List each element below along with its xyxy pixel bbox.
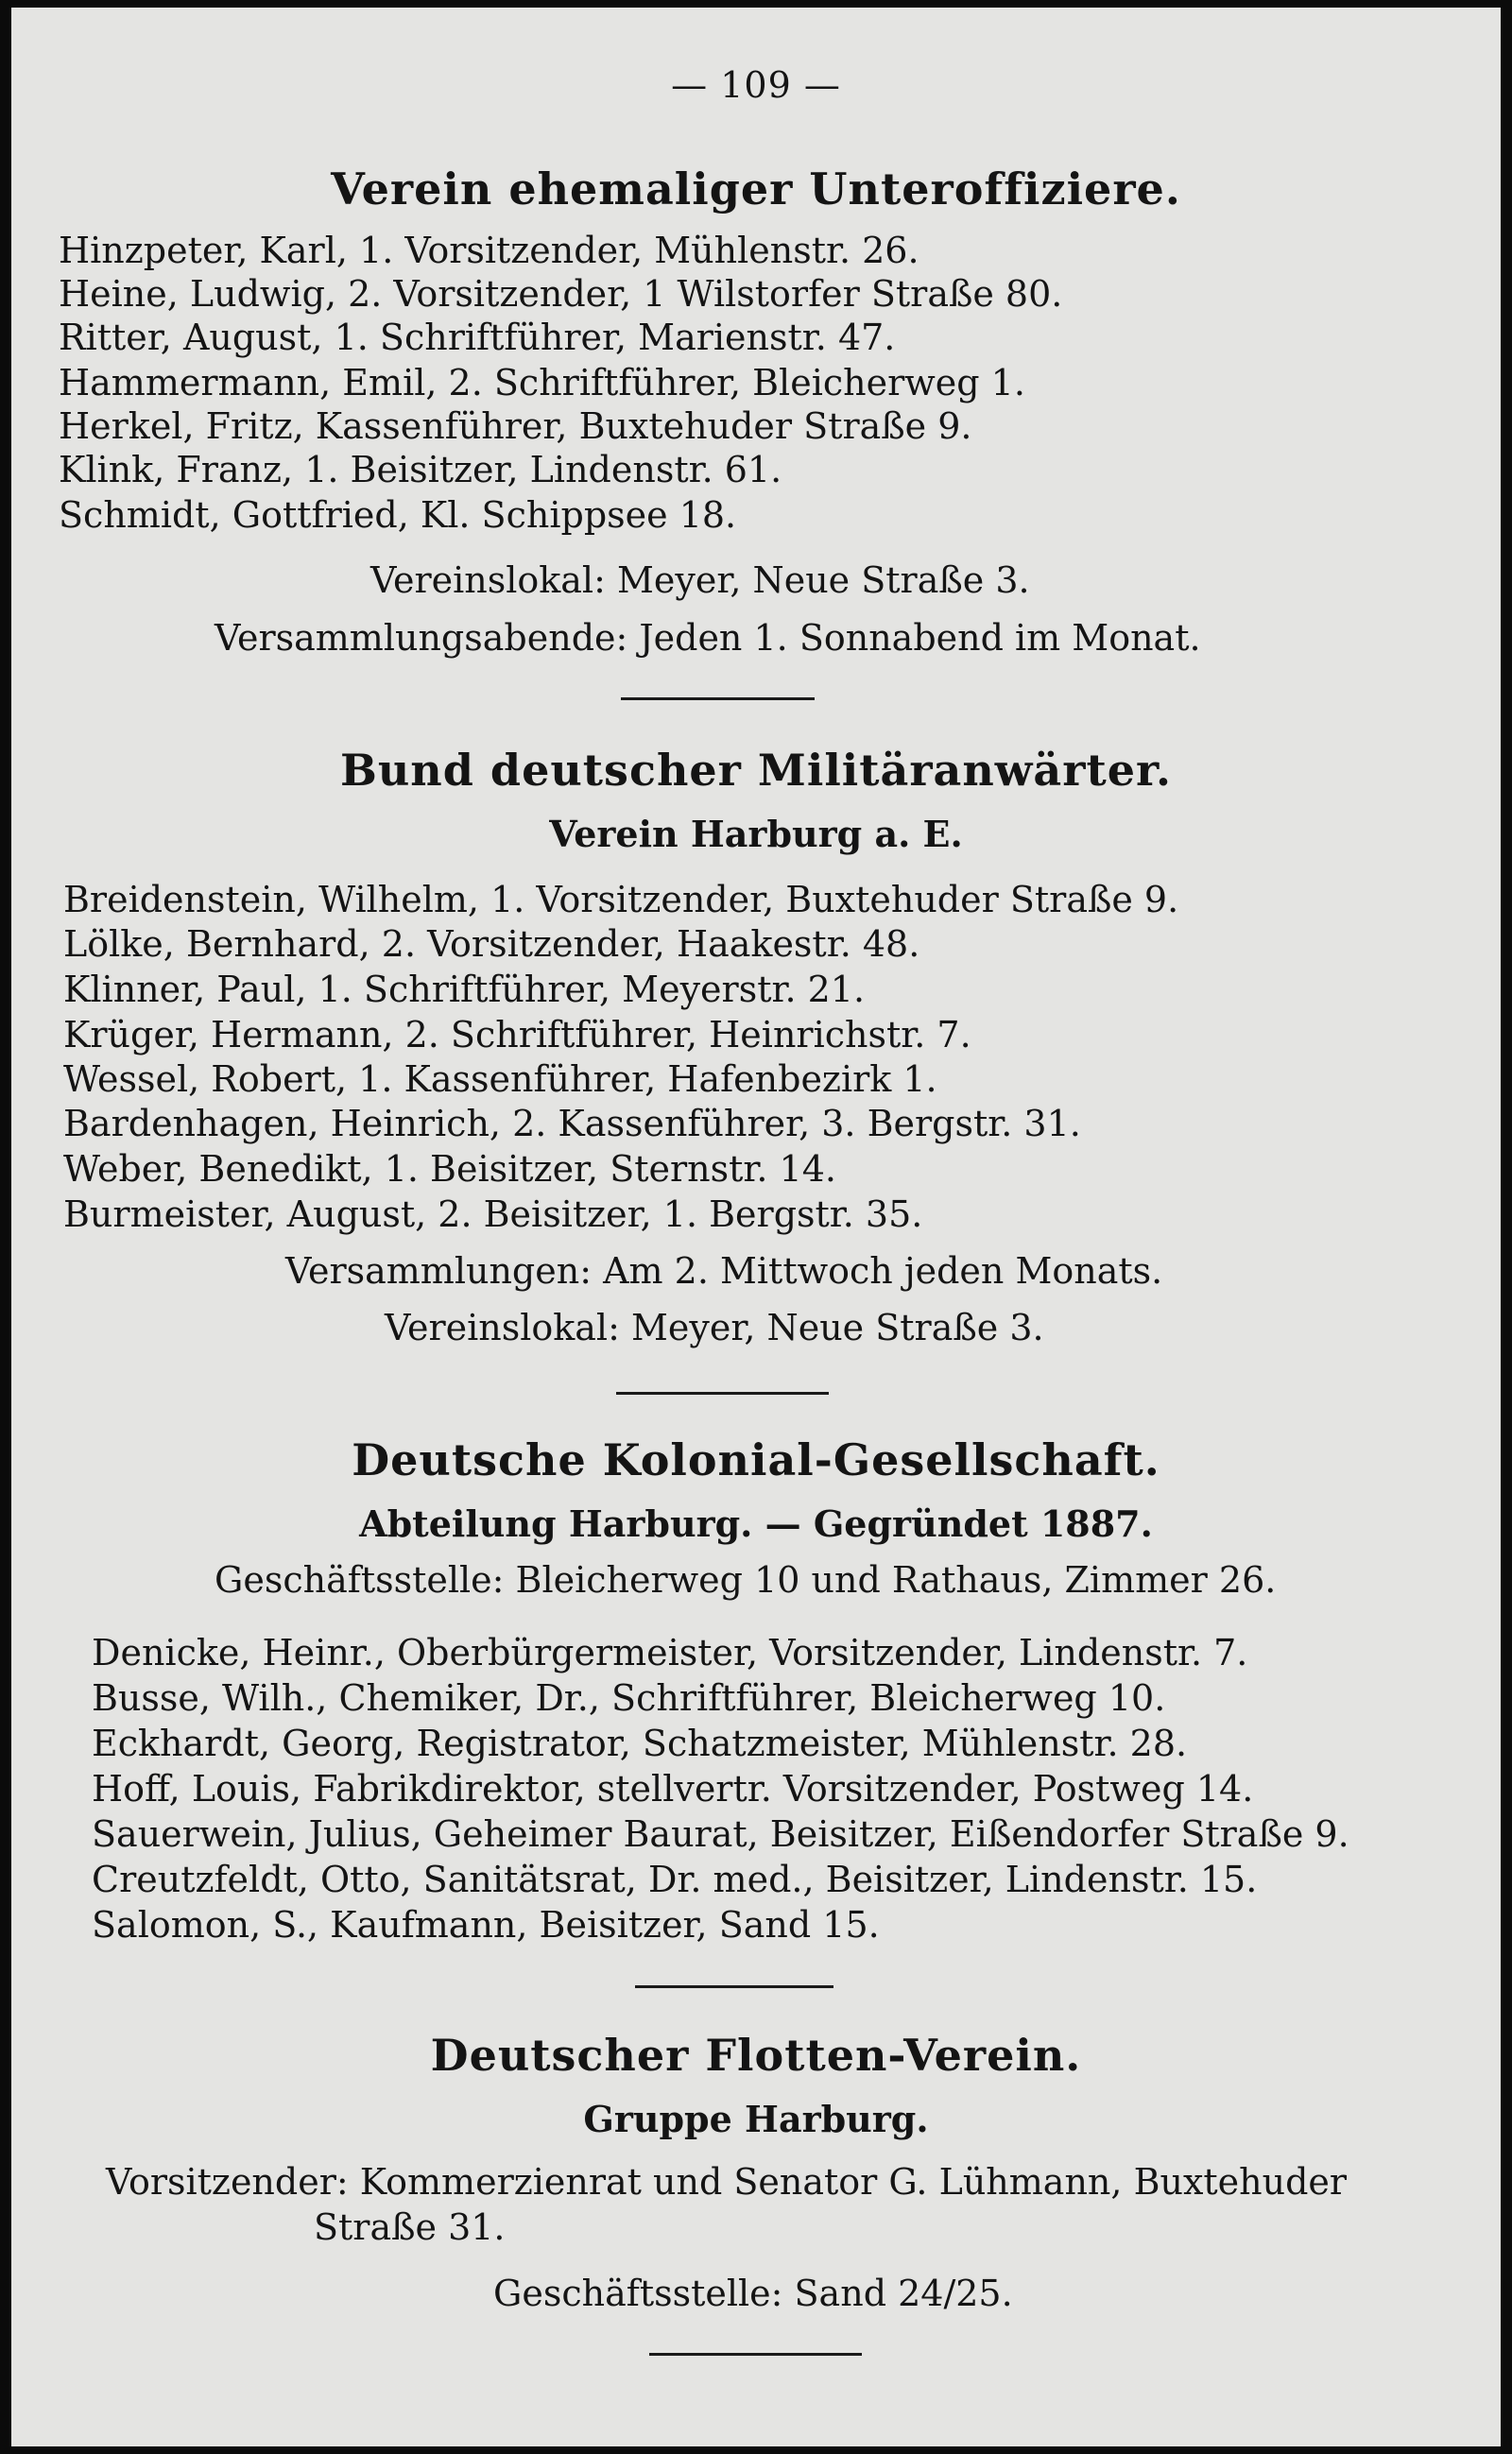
section-divider: [635, 1985, 833, 1988]
member-entry: Bardenhagen, Heinrich, 2. Kassenführer, 3. Bergstr. 31.: [63, 1103, 1081, 1144]
section-divider: [616, 1392, 829, 1395]
member-entry: Breidenstein, Wilhelm, 1. Vorsitzender, Buxtehuder Straße 9.: [63, 879, 1179, 920]
section-title: Deutscher Flotten-Verein.: [430, 2030, 1082, 2081]
section-divider: [621, 697, 815, 700]
section-subtitle: Abteilung Harburg. — Gegründet 1887.: [359, 1502, 1153, 1545]
section-title: Deutsche Kolonial-Gesellschaft.: [352, 1434, 1160, 1485]
chair-line: Straße 31.: [314, 2206, 506, 2248]
member-entry: Denicke, Heinr., Oberbürgermeister, Vorsitzender, Lindenstr. 7.: [92, 1632, 1248, 1673]
info-line: Vereinslokal: Meyer, Neue Straße 3.: [370, 559, 1030, 601]
member-entry: Hinzpeter, Karl, 1. Vorsitzender, Mühlenstr. 26.: [59, 230, 919, 271]
chair-line: Vorsitzender: Kommerzienrat und Senator G. Lühmann, Buxtehuder: [106, 2161, 1348, 2203]
info-line: Versammlungen: Am 2. Mittwoch jeden Monats.: [285, 1250, 1163, 1292]
member-entry: Creutzfeldt, Otto, Sanitätsrat, Dr. med., Beisitzer, Lindenstr. 15.: [92, 1859, 1258, 1900]
section-subtitle: Verein Harburg a. E.: [549, 813, 963, 855]
section-subtitle: Gruppe Harburg.: [583, 2098, 929, 2140]
member-entry: Busse, Wilh., Chemiker, Dr., Schriftführer, Bleicherweg 10.: [92, 1677, 1166, 1719]
member-entry: Schmidt, Gottfried, Kl. Schippsee 18.: [59, 494, 737, 536]
member-entry: Burmeister, August, 2. Beisitzer, 1. Bergstr. 35.: [63, 1193, 923, 1235]
member-entry: Hammermann, Emil, 2. Schriftführer, Bleicherweg 1.: [59, 362, 1025, 403]
document-page: [11, 8, 1501, 2446]
page-number: — 109 —: [671, 64, 841, 106]
member-entry: Wessel, Robert, 1. Kassenführer, Hafenbezirk 1.: [63, 1058, 937, 1100]
member-entry: Herkel, Fritz, Kassenführer, Buxtehuder Straße 9.: [59, 405, 972, 447]
member-entry: Sauerwein, Julius, Geheimer Baurat, Beisitzer, Eißendorfer Straße 9.: [92, 1813, 1349, 1855]
member-entry: Ritter, August, 1. Schriftführer, Marienstr. 47.: [59, 317, 896, 358]
member-entry: Eckhardt, Georg, Registrator, Schatzmeister, Mühlenstr. 28.: [92, 1723, 1188, 1764]
section-title: Bund deutscher Militäranwärter.: [339, 745, 1172, 796]
member-entry: Klinner, Paul, 1. Schriftführer, Meyerstr. 21.: [63, 969, 866, 1010]
member-entry: Heine, Ludwig, 2. Vorsitzender, 1 Wilstorfer Straße 80.: [59, 273, 1063, 315]
info-line: Versammlungsabende: Jeden 1. Sonnabend im Monat.: [215, 617, 1201, 659]
info-line: Vereinslokal: Meyer, Neue Straße 3.: [385, 1307, 1044, 1348]
member-entry: Weber, Benedikt, 1. Beisitzer, Sternstr. 14.: [63, 1148, 836, 1190]
section-divider: [649, 2353, 862, 2356]
member-entry: Lölke, Bernhard, 2. Vorsitzender, Haakestr. 48.: [63, 923, 920, 965]
section-title: Verein ehemaliger Unteroffiziere.: [331, 163, 1181, 215]
member-entry: Krüger, Hermann, 2. Schriftführer, Heinrichstr. 7.: [63, 1014, 971, 1055]
member-entry: Klink, Franz, 1. Beisitzer, Lindenstr. 61.: [59, 449, 782, 490]
office-line: Geschäftsstelle: Sand 24/25.: [493, 2273, 1013, 2314]
member-entry: Salomon, S., Kaufmann, Beisitzer, Sand 15.: [92, 1904, 880, 1946]
office-line: Geschäftsstelle: Bleicherweg 10 und Rathaus, Zimmer 26.: [215, 1559, 1277, 1601]
member-entry: Hoff, Louis, Fabrikdirektor, stellvertr. Vorsitzender, Postweg 14.: [92, 1768, 1254, 1810]
